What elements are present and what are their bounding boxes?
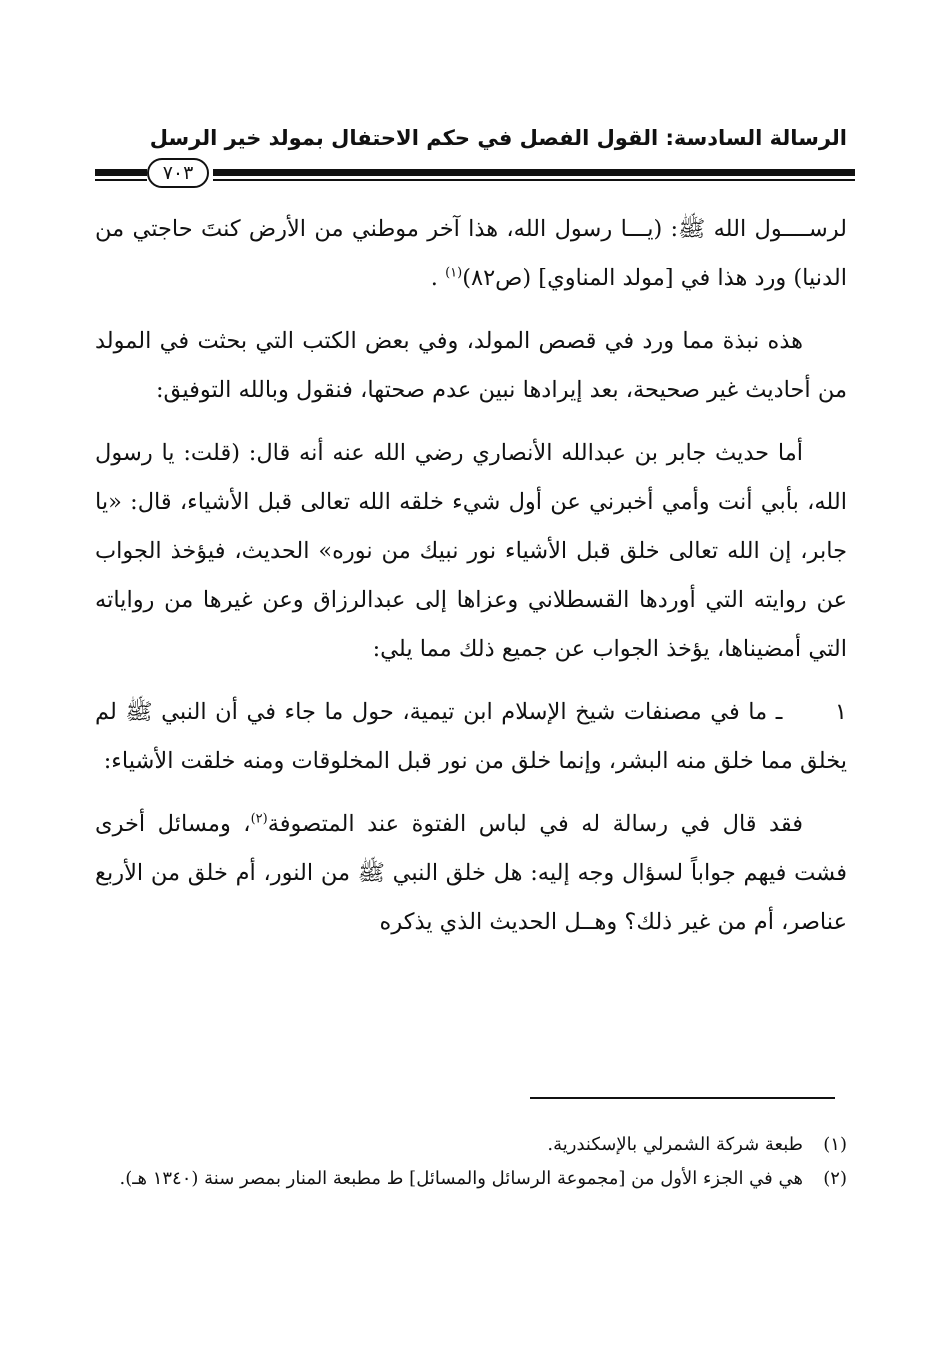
paragraph-1-end: . (430, 265, 446, 291)
footnote-2-text: هي في الجزء الأول من [مجموعة الرسائل والمسائل] ط مطبعة المنار بمصر سنة (١٣٤٠ هـ). (119, 1168, 803, 1189)
paragraph-4-text: ١ ـ ما في مصنفات شيخ الإسلام ابن تيمية، حول ما جاء في أن النبي ﷺ لم يخلق مما خلق منه البشر، وإنما خلق من نور قبل المخلوقات ومنه خلقت الأشياء: (95, 699, 847, 774)
paragraph-4-indent (791, 699, 835, 725)
footnotes (95, 1128, 847, 1196)
footnote-1-text: طبعة شركة الشمرلي بالإسكندرية. (547, 1134, 803, 1155)
paragraph-3-text: أما حديث جابر بن عبدالله الأنصاري رضي الله عنه أنه قال: (قلت: يا رسول الله، بأبي أنت وأمي أخبرني عن أول شيء خلقه الله تعالى قبل الأشياء، قال: «يا جابر، إن الله تعالى خلق قبل الأشياء نور نبيك من نوره» الحديث، فيؤخذ الجواب عن روايته التي أوردها القسطلاني وعزاها إلى عبدالرزاق وعن غيرها من رواياته التي أمضيناها، يؤخذ الجواب عن جميع ذلك مما يلي: (95, 440, 847, 662)
footnote-2 (95, 1162, 847, 1196)
paragraph-4 (95, 688, 847, 786)
paragraph-5 (95, 800, 847, 947)
main-text (95, 205, 847, 947)
paragraph-5-text-after: ، ومسائل أخرى فشت فيهم جواباً لسؤال وجه إليه: هل خلق النبي ﷺ من النور، أم خلق من الأربع عناصر، أم من غير ذلك؟ وهــل الحديث الذي يذكره (95, 811, 847, 935)
header-rule-right-thin (213, 179, 855, 181)
footnote-1 (95, 1128, 847, 1162)
paragraph-1 (95, 205, 847, 303)
paragraph-1-text: لرســــول الله ﷺ: (يـــا رسول الله، هذا آخر موطني من الأرض كنتَ حاجتي من الدنيا) ورد هذا في [مولد المناوي] (ص٨٢) (95, 216, 847, 291)
paragraph-3 (95, 429, 847, 674)
paragraph-2-indent (803, 328, 847, 354)
footnote-1-number: (١) (823, 1134, 847, 1155)
paragraph-2 (95, 317, 847, 415)
header-rule-left-thin (95, 179, 147, 181)
header-rule-right-thick (213, 169, 855, 176)
footnote-2-number: (٢) (823, 1168, 847, 1189)
header-rule-left-thick (95, 169, 147, 176)
footnote-separator (530, 1097, 835, 1099)
header-rule (95, 157, 855, 191)
paragraph-2-text: هذه نبذة مما ورد في قصص المولد، وفي بعض الكتب التي بحثت في المولد من أحاديث غير صحيحة، بعد إيرادها نبين عدم صحتها، فنقول وبالله التوفيق: (95, 328, 847, 403)
footnote-ref-1: (١) (445, 265, 463, 281)
paragraph-5-indent (803, 811, 847, 837)
footnote-ref-2: (٢) (250, 811, 268, 827)
paragraph-5-text-before: فقد قال في رسالة له في لباس الفتوة عند المتصوفة (267, 811, 803, 837)
page-number-badge: ٧٠٣ (147, 158, 209, 188)
paragraph-3-indent (803, 440, 847, 466)
running-header-title: الرسالة السادسة: القول الفصل في حكم الاحتفال بمولد خير الرسل (149, 126, 847, 150)
